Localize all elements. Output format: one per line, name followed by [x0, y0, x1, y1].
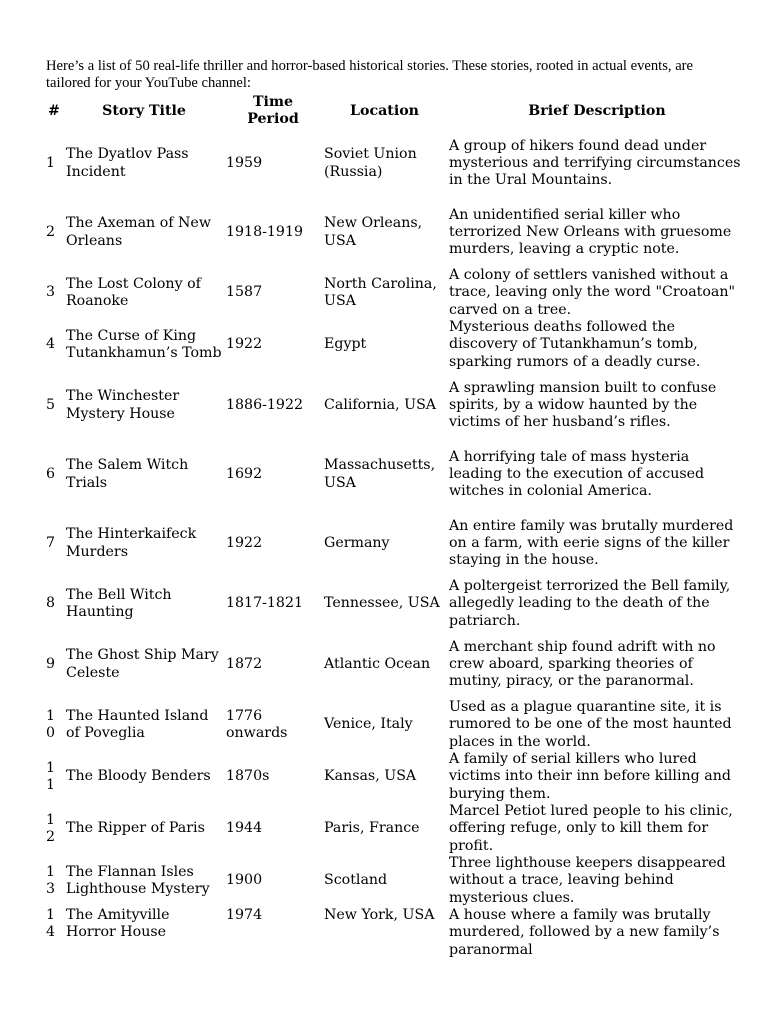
- intro-paragraph: Here’s a list of 50 real-life thriller and horror-based historical stories. These stories, rooted in actual events, are tailored for your YouTube channel:: [46, 57, 694, 91]
- row-number: 13: [46, 863, 56, 897]
- story-title: The Salem Witch Trials: [66, 457, 189, 491]
- description: Marcel Petiot lured people to his clinic, offering refuge, only to kill them for profit.: [449, 803, 733, 854]
- header-story-title: Story Title: [102, 102, 186, 119]
- location: Kansas, USA: [324, 768, 417, 785]
- time-period: 1922: [226, 336, 263, 353]
- description: A sprawling mansion built to confuse spirits, by a widow haunted by the victims of her husband’s rifles.: [449, 379, 717, 431]
- header-location: Location: [350, 102, 419, 119]
- story-title: The Lost Colony of Roanoke: [66, 275, 201, 309]
- table-header-row: [44, 93, 747, 129]
- table-row: [44, 578, 747, 630]
- description: A house where a family was brutally murdered, followed by a new family’s paranormal: [449, 907, 720, 958]
- stories-table: [44, 93, 747, 959]
- story-title: The Haunted Island of Poveglia: [66, 707, 209, 741]
- story-title: The Curse of King Tutankhamun’s Tomb: [66, 327, 222, 361]
- description: A poltergeist terrorized the Bell family, allegedly leading to the death of the patriarch.: [449, 578, 731, 629]
- description: A group of hikers found dead under mysterious and terrifying circumstances in the Ural Mountains.: [449, 137, 741, 189]
- time-period: 1692: [226, 465, 263, 482]
- location: Venice, Italy: [324, 716, 413, 733]
- description: A horrifying tale of mass hysteria leading to the execution of accused witches in colonial America.: [449, 448, 705, 500]
- table-row: [44, 803, 747, 855]
- header-number: #: [48, 102, 60, 119]
- table-row: [44, 440, 747, 509]
- time-period: 1870s: [226, 768, 270, 785]
- story-title: The Ghost Ship Mary Celeste: [66, 647, 219, 681]
- header-description: Brief Description: [528, 102, 666, 119]
- row-number: 5: [46, 396, 56, 413]
- time-period: 1959: [226, 154, 263, 171]
- row-number: 12: [46, 811, 56, 845]
- row-number: 10: [46, 707, 56, 741]
- table-row: [44, 198, 747, 267]
- location: Scotland: [324, 872, 388, 889]
- table-row: [44, 509, 747, 578]
- row-number: 14: [46, 907, 56, 941]
- time-period: 1974: [226, 907, 263, 923]
- time-period: 1817-1821: [226, 595, 304, 612]
- location: Atlantic Ocean: [324, 655, 431, 672]
- description: A colony of settlers vanished without a trace, leaving only the word "Croatoan" carved on a tree.: [449, 267, 736, 318]
- location: Tennessee, USA: [324, 595, 440, 612]
- table-row: [44, 855, 747, 907]
- row-number: 11: [46, 759, 56, 793]
- story-title: The Hinterkaifeck Murders: [66, 526, 197, 560]
- location: Soviet Union (Russia): [324, 146, 417, 180]
- table-row: [44, 751, 747, 803]
- header-time-period: Time Period: [247, 94, 299, 127]
- story-title: The Bell Witch Haunting: [66, 586, 172, 620]
- description: An unidentified serial killer who terrorized New Orleans with gruesome murders, leaving a cryptic note.: [449, 206, 732, 258]
- location: New York, USA: [324, 907, 435, 923]
- row-number: 8: [46, 595, 56, 612]
- story-title: The Axeman of New Orleans: [66, 215, 211, 249]
- row-number: 7: [46, 534, 56, 551]
- table-row: [44, 267, 747, 319]
- time-period: 1918-1919: [226, 223, 304, 240]
- location: Egypt: [324, 336, 367, 353]
- description: Three lighthouse keepers disappeared without a trace, leaving behind mysterious clues.: [449, 855, 726, 906]
- location: New Orleans, USA: [324, 215, 423, 249]
- time-period: 1900: [226, 872, 263, 889]
- story-title: The Bloody Benders: [66, 768, 211, 785]
- row-number: 1: [46, 154, 56, 171]
- story-title: The Dyatlov Pass Incident: [66, 146, 189, 180]
- time-period: 1872: [226, 655, 263, 672]
- time-period: 1922: [226, 534, 263, 551]
- row-number: 9: [46, 655, 56, 672]
- story-title: The Winchester Mystery House: [66, 388, 180, 422]
- story-title: The Flannan Isles Lighthouse Mystery: [66, 863, 210, 897]
- description: Used as a plague quarantine site, it is rumored to be one of the most haunted places in the world.: [449, 699, 732, 750]
- row-number: 6: [46, 465, 56, 482]
- description: Mysterious deaths followed the discovery of Tutankhamun’s tomb, sparking rumors of a deadly curse.: [449, 319, 701, 370]
- table-row: [44, 907, 747, 959]
- row-number: 3: [46, 284, 56, 301]
- row-number: 2: [46, 223, 56, 240]
- location: North Carolina, USA: [324, 275, 437, 309]
- table-row: [44, 129, 747, 198]
- description: A merchant ship found adrift with no crew aboard, sparking theories of mutiny, piracy, or the paranormal.: [449, 638, 716, 690]
- time-period: 1886-1922: [226, 396, 304, 413]
- table-row: [44, 630, 747, 699]
- time-period: 1587: [226, 284, 263, 301]
- table-row: [44, 371, 747, 440]
- location: Massachusetts, USA: [324, 457, 436, 491]
- description: A family of serial killers who lured victims into their inn before killing and burying them.: [449, 751, 731, 802]
- location: California, USA: [324, 396, 437, 413]
- table-row: [44, 699, 747, 751]
- description: An entire family was brutally murdered on a farm, with eerie signs of the killer staying in the house.: [449, 517, 734, 569]
- time-period: 1776 onwards: [226, 707, 288, 741]
- row-number: 4: [46, 336, 56, 353]
- story-title: The Ripper of Paris: [66, 820, 205, 837]
- story-title: The Amityville Horror House: [66, 907, 170, 941]
- location: Paris, France: [324, 820, 420, 837]
- time-period: 1944: [226, 820, 263, 837]
- table-row: [44, 319, 747, 371]
- location: Germany: [324, 534, 390, 551]
